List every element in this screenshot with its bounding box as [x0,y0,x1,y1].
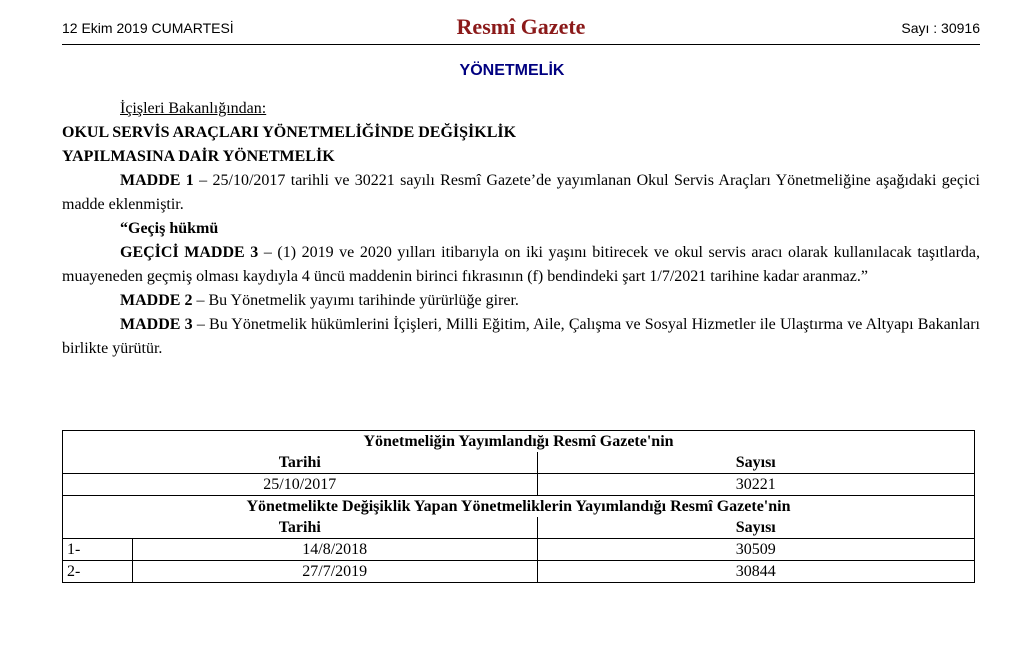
regulation-title-line2: YAPILMASINA DAİR YÖNETMELİK [62,148,335,165]
original-date-cell: 25/10/2017 [63,474,538,496]
table-row [63,561,975,583]
table-row [63,496,975,518]
article-3 [62,313,980,361]
issue-number: Sayı : 30916 [901,20,980,36]
provisional-article-3-label: GEÇİCİ MADDE 3 [120,244,259,261]
article-3-text: – Bu Yönetmelik hükümlerini İçişleri, Milli Eğitim, Aile, Çalışma ve Sosyal Hizmetler ile Ulaştırma ve Altyapı Bakanları birlikte yürütür. [62,316,981,357]
amendment-number-cell: 30844 [537,561,975,583]
amendment-index-cell: 1- [63,539,133,561]
article-1-text: – 25/10/2017 tarihli ve 30221 sayılı Resmî Gazete’de yayımlanan Okul Servis Araçları Yönetmeliğine aşağıdaki geçici madde eklenmiştir. [62,172,980,213]
publication-history-table [62,430,975,583]
regulation-title-line1: OKUL SERVİS ARAÇLARI YÖNETMELİĞİNDE DEĞİŞİKLİK [62,124,517,141]
table-heading-original: Yönetmeliğin Yayımlandığı Resmî Gazete'nin [63,431,975,453]
amendment-index-cell: 2- [63,561,133,583]
regulation-body [62,97,980,361]
article-1-label: MADDE 1 [120,172,194,189]
table-heading-amendments: Yönetmelikte Değişiklik Yapan Yönetmeliklerin Yayımlandığı Resmî Gazete'nin [63,496,975,518]
column-header-number: Sayısı [537,517,975,539]
header-divider [62,44,980,45]
article-1 [62,169,980,217]
section-title: YÖNETMELİK [459,62,565,79]
table-row [63,474,975,496]
provisional-article-3 [62,241,980,289]
amendment-date-cell: 27/7/2019 [132,561,537,583]
article-2-text: – Bu Yönetmelik yayımı tarihinde yürürlüğe girer. [192,292,519,309]
transition-heading-text: “Geçiş hükmü [120,220,219,237]
table-row [63,431,975,453]
issue-date: 12 Ekim 2019 CUMARTESİ [62,20,234,36]
column-header-date: Tarihi [63,452,538,474]
gazette-header [62,14,980,44]
transition-provision-heading [62,217,980,241]
ministry-name: İçişleri Bakanlığından: [120,100,267,117]
gazette-title: Resmî Gazete [456,14,586,39]
article-3-label: MADDE 3 [120,316,193,333]
original-number-cell: 30221 [537,474,975,496]
table-row [63,452,975,474]
table-row [63,539,975,561]
table-row [63,517,975,539]
column-header-number: Sayısı [537,452,975,474]
column-header-date: Tarihi [63,517,538,539]
article-2 [62,289,980,313]
provisional-article-3-text: – (1) 2019 ve 2020 yılları itibarıyla on iki yaşını bitirecek ve okul servis aracı olarak kullanılacak taşıtlarda, muayeneden geçmiş olması kaydıyla 4 üncü maddenin birinci fıkrasının (f) bendindeki şart 1/7/2021 tarihine kadar aranmaz.” [62,244,980,285]
amendment-date-cell: 14/8/2018 [132,539,537,561]
article-2-label: MADDE 2 [120,292,193,309]
amendment-number-cell: 30509 [537,539,975,561]
